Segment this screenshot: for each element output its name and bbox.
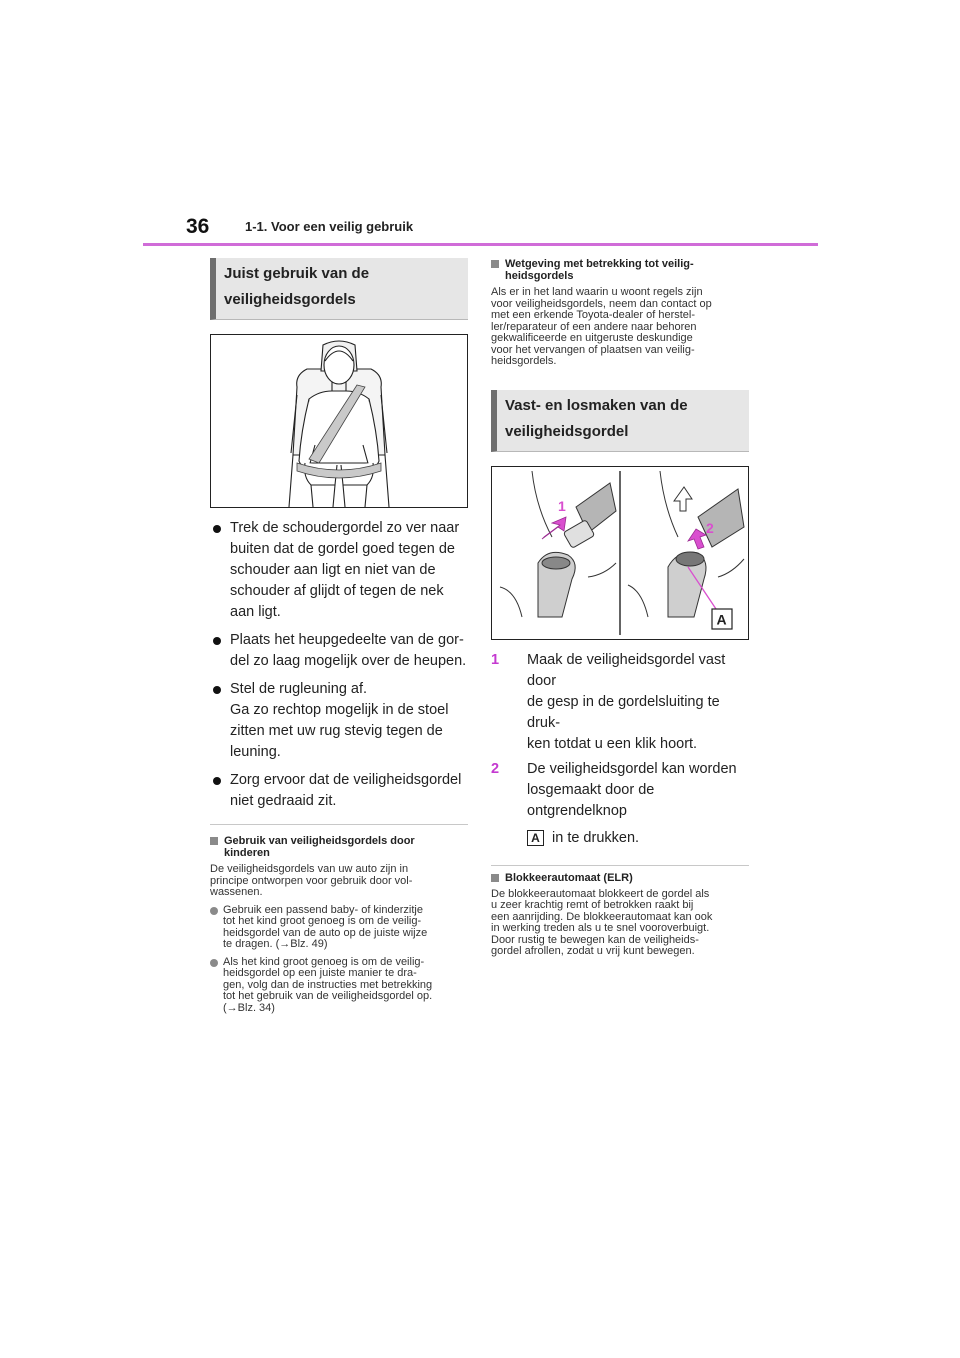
children-text <box>210 864 468 899</box>
section-title-line: veiligheidsgordel <box>505 422 629 440</box>
step-number: 2 <box>491 760 500 777</box>
step-item <box>491 759 749 849</box>
text-line: Gebruik van veiligheidsgordels door <box>224 835 415 847</box>
text-line: De veiligheidsgordels van uw auto zijn in <box>210 863 409 875</box>
step-item <box>491 650 749 755</box>
text-line: gordel afrollen, zodat u vrij kunt bewegen. <box>491 945 695 957</box>
text-line: buiten dat de gordel goed tegen de <box>230 541 455 557</box>
text-line: Zorg ervoor dat de veiligheidsgordel <box>230 772 462 788</box>
text-line: Stel de rugleuning af. <box>230 681 368 697</box>
text-line: De veiligheidsgordel kan worden <box>527 760 737 777</box>
text-line: Plaats het heupgedeelte van de gor- <box>230 632 464 648</box>
children-bullet <box>210 905 468 951</box>
divider <box>210 824 468 825</box>
text-line: wassenen. <box>210 886 263 898</box>
text-line: losgemaakt door de ontgrendelknop <box>527 781 655 819</box>
text-line: schouder af glijdt of tegen de nek <box>230 583 444 599</box>
text-line: tot het kind groot genoeg is om de veilig- <box>223 915 422 927</box>
step-number: 1 <box>491 651 500 668</box>
text-line: gekwalificeerde en uitgeruste deskundige <box>491 332 693 344</box>
text-line: heidsgordel van de auto op de juiste wijze <box>223 926 428 939</box>
text-fragment: in te drukken. <box>552 829 640 846</box>
bullet-dot <box>213 637 221 645</box>
text-line: Als het kind groot genoeg is om de veilig- <box>223 955 425 968</box>
children-heading <box>210 835 468 859</box>
children-bullet <box>210 957 468 1015</box>
heading-square-icon <box>491 260 499 268</box>
text-line: leuning. <box>230 744 281 760</box>
usage-bullets <box>210 518 468 812</box>
text-line <box>527 828 749 849</box>
text-line: met een erkende Toyota-dealer of herstel- <box>491 309 696 321</box>
text-line: in werking treden als u te snel vooroverbuigt. <box>491 922 710 934</box>
text-line: voor veiligheidsgordels, neem dan contact op <box>491 297 712 310</box>
section-title-correct-use <box>210 258 468 320</box>
text-line: Wetgeving met betrekking tot veilig- <box>505 258 694 270</box>
bullet-item <box>210 679 468 763</box>
figure-label-a: A <box>716 611 727 627</box>
text-line: Blokkeerautomaat (ELR) <box>505 871 633 884</box>
text-line: tot het gebruik van de veiligheidsgordel op. <box>223 990 433 1002</box>
figure-seated-person <box>210 334 468 508</box>
bullet-dot <box>210 959 218 967</box>
text-line: ken totdat u een klik hoort. <box>527 735 698 752</box>
text-line: Trek de schoudergordel zo ver naar <box>230 520 460 536</box>
law-text <box>491 287 749 368</box>
text-line: gen, volg dan de instructies met betrekking <box>223 978 433 991</box>
release-button-label: A <box>527 830 544 846</box>
text-line: kinderen <box>224 847 270 859</box>
steps <box>491 650 749 849</box>
page-reference-link[interactable]: (→Blz. 34) <box>223 1001 275 1014</box>
bullet-item <box>210 518 468 623</box>
elr-heading <box>491 872 749 884</box>
chapter-title: 1-1. Voor een veilig gebruik <box>245 219 414 234</box>
text-line: aan ligt. <box>230 604 281 620</box>
text-line: De blokkeerautomaat blokkeert de gordel als <box>491 887 710 900</box>
text-line: Door rustig te bewegen kan de veiligheids- <box>491 933 699 946</box>
text-line: niet gedraaid zit. <box>230 793 337 809</box>
figure-label-2: 2 <box>706 519 714 536</box>
text-line: principe ontworpen voor gebruik door vol- <box>210 874 413 887</box>
text-line: schouder aan ligt en niet van de <box>230 562 436 578</box>
right-column <box>491 258 749 958</box>
bullet-item <box>210 630 468 672</box>
text-line: heidsgordel op een juiste manier te dra- <box>223 967 417 979</box>
figure-buckle <box>491 466 749 640</box>
section-title-line: Vast- en losmaken van de <box>505 396 688 414</box>
text-line: de gesp in de gordelsluiting te druk- <box>527 693 720 731</box>
header-rule <box>143 243 818 246</box>
buckle-illustration <box>492 467 748 639</box>
bullet-dot <box>213 777 221 785</box>
bullet-item <box>210 770 468 812</box>
text-line: del zo laag mogelijk over de heupen. <box>230 653 467 669</box>
text-line: een aanrijding. De blokkeerautomaat kan ook <box>491 910 713 923</box>
heading-square-icon <box>210 837 218 845</box>
page-reference-link[interactable]: te dragen. (→Blz. 49) <box>223 938 328 950</box>
figure-label-1: 1 <box>558 497 566 514</box>
text-line: ler/reparateur of een andere naar behoren <box>491 320 697 333</box>
text-line: Ga zo rechtop mogelijk in de stoel <box>230 702 449 718</box>
text-line: Maak de veiligheidsgordel vast door <box>527 651 726 689</box>
elr-text <box>491 889 749 958</box>
section-title-fastening <box>491 390 749 452</box>
seated-person-illustration <box>211 335 467 507</box>
section-title-line: veiligheidsgordels <box>224 291 356 308</box>
page-number: 36 <box>186 215 210 238</box>
bullet-dot <box>213 525 221 533</box>
text-line: Gebruik een passend baby- of kinderzitje <box>223 903 423 916</box>
text-line: zitten met uw rug stevig tegen de <box>230 723 443 739</box>
divider <box>491 865 749 866</box>
text-line: voor het vervangen of plaatsen van veilig- <box>491 343 695 356</box>
text-line: heidsgordels <box>505 270 574 282</box>
law-heading <box>491 258 749 282</box>
bullet-dot <box>210 907 218 915</box>
section-title-line: Juist gebruik van de <box>224 265 370 282</box>
bullet-dot <box>213 686 221 694</box>
heading-square-icon <box>491 874 499 882</box>
left-column <box>210 258 468 1014</box>
text-line: heidsgordels. <box>491 355 557 367</box>
text-line: Als er in het land waarin u woont regels zijn <box>491 286 703 298</box>
text-line: u zeer krachtig remt of betrokken raakt bij <box>491 899 694 911</box>
